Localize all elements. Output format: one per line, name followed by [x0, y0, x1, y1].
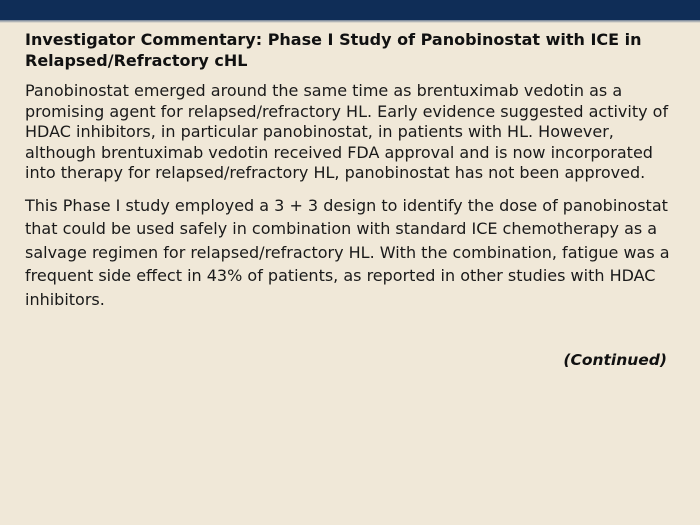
paragraph-study: This Phase I study employed a 3 + 3 design to identify the dose of panobinostat that could be used safely in combination with standard ICE chemotherapy as a salvage regimen for relapsed/refractory HL. With the combination, fatigue was a frequent side effect in 43% of patients, as reported in other studies with HDAC inhibitors. — [25, 195, 670, 309]
slide-title: Investigator Commentary: Phase I Study of Panobinostat with ICE in Relapsed/Refractory cHL — [25, 30, 642, 70]
header-bar-shadow — [0, 20, 700, 23]
header-bar — [0, 0, 700, 20]
slide-content — [25, 29, 673, 321]
paragraph-intro: Panobinostat emerged around the same time as brentuximab vedotin as a promising agent for relapsed/refractory HL. Early evidence suggested activity of HDAC inhibitors, in particular panobinostat, in patients with HL. However, although brentuximab vedotin received FDA approval and is now incorporated into therapy for relapsed/refractory HL, panobinostat has not been approved. — [25, 81, 669, 182]
continued-label: (Continued) — [563, 351, 667, 369]
